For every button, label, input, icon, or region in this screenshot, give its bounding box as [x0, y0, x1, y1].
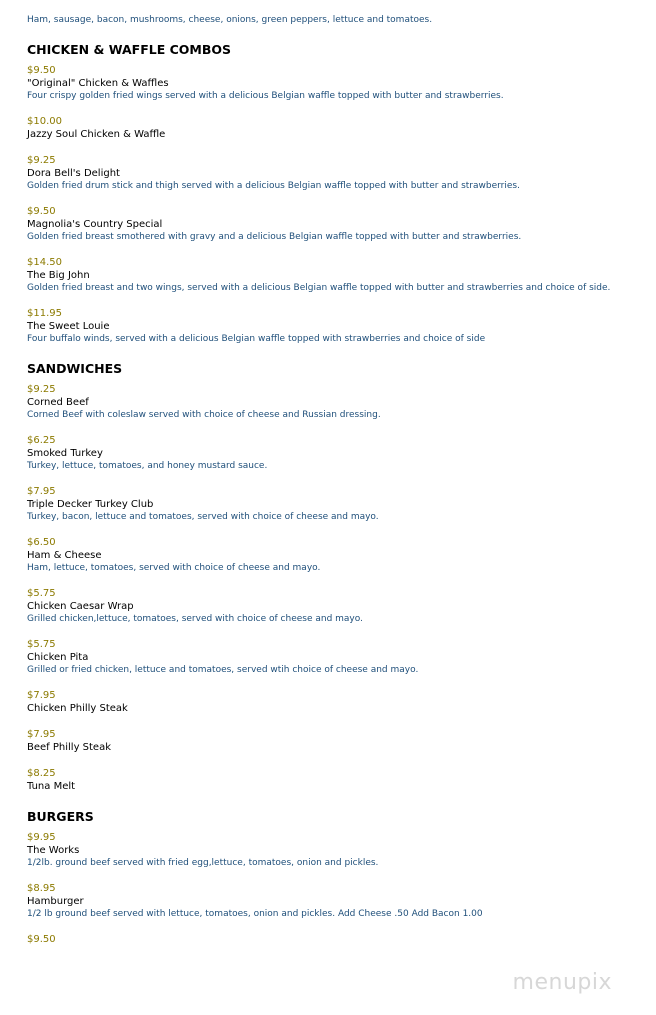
menu-item — [27, 587, 637, 625]
menupix-watermark: menupix — [512, 970, 612, 995]
item-price: $8.95 — [27, 883, 56, 894]
item-price: $6.25 — [27, 435, 56, 446]
item-name: "Original" Chicken & Waffles — [27, 78, 169, 89]
item-price: $9.25 — [27, 155, 56, 166]
item-name: Hamburger — [27, 896, 84, 907]
item-description: Grilled chicken,lettuce, tomatoes, served with choice of cheese and mayo. — [27, 614, 363, 624]
menu-item — [27, 728, 637, 754]
item-name: Chicken Caesar Wrap — [27, 601, 134, 612]
menu-item — [27, 536, 637, 574]
item-description: Golden fried drum stick and thigh served with a delicious Belgian waffle topped with butter and strawberries. — [27, 181, 520, 191]
item-description: 1/2lb. ground beef served with fried egg,lettuce, tomatoes, onion and pickles. — [27, 858, 379, 868]
item-name: Dora Bell's Delight — [27, 168, 120, 179]
item-price: $5.75 — [27, 639, 56, 650]
item-name: The Works — [27, 845, 80, 856]
menu-item — [27, 307, 637, 345]
section-title: SANDWICHES — [27, 361, 123, 376]
menu-item — [27, 256, 637, 294]
menu-item — [27, 64, 637, 102]
menu-item — [27, 485, 637, 523]
item-name: Smoked Turkey — [27, 448, 103, 459]
menu-item — [27, 933, 637, 946]
menu-item — [27, 689, 637, 715]
item-price: $7.95 — [27, 486, 56, 497]
item-price: $7.95 — [27, 690, 56, 701]
item-name: Beef Philly Steak — [27, 742, 112, 753]
menu-item — [27, 831, 637, 869]
item-description: Four crispy golden fried wings served with a delicious Belgian waffle topped with butter and strawberries. — [27, 91, 504, 101]
item-name: Tuna Melt — [27, 781, 76, 792]
menu-item — [27, 767, 637, 793]
item-description: 1/2 lb ground beef served with lettuce, tomatoes, onion and pickles. Add Cheese .50 Add Bacon 1.00 — [27, 909, 483, 919]
item-price: $7.95 — [27, 729, 56, 740]
item-price: $6.50 — [27, 537, 56, 548]
menu-item — [27, 434, 637, 472]
item-price: $14.50 — [27, 257, 62, 268]
item-price: $9.25 — [27, 384, 56, 395]
section-title: CHICKEN & WAFFLE COMBOS — [27, 42, 231, 57]
menu-sections — [27, 42, 637, 946]
menu-item — [27, 115, 637, 141]
item-description: Four buffalo winds, served with a delicious Belgian waffle topped with strawberries and choice of side — [27, 334, 486, 344]
item-name: Chicken Philly Steak — [27, 703, 128, 714]
item-name: Corned Beef — [27, 397, 89, 408]
item-price: $5.75 — [27, 588, 56, 599]
item-name: Jazzy Soul Chicken & Waffle — [27, 129, 166, 140]
item-name: The Big John — [27, 270, 90, 281]
item-price: $8.25 — [27, 768, 56, 779]
item-description: Grilled or fried chicken, lettuce and tomatoes, served wtih choice of cheese and mayo. — [27, 665, 419, 675]
section-title: BURGERS — [27, 809, 94, 824]
item-name: The Sweet Louie — [27, 321, 110, 332]
item-name: Triple Decker Turkey Club — [27, 499, 154, 510]
item-price: $9.50 — [27, 65, 56, 76]
menu-item — [27, 205, 637, 243]
item-price: $9.95 — [27, 832, 56, 843]
top-item-description: Ham, sausage, bacon, mushrooms, cheese, onions, green peppers, lettuce and tomatoes. — [27, 15, 433, 25]
item-name: Magnolia's Country Special — [27, 219, 163, 230]
item-description: Golden fried breast smothered with gravy and a delicious Belgian waffle topped with butter and strawberries. — [27, 232, 522, 242]
item-price: $11.95 — [27, 308, 62, 319]
item-description: Turkey, lettuce, tomatoes, and honey mustard sauce. — [27, 461, 268, 471]
menu-item — [27, 154, 637, 192]
item-price: $10.00 — [27, 116, 62, 127]
menu-page — [27, 0, 637, 959]
item-description: Turkey, bacon, lettuce and tomatoes, served with choice of cheese and mayo. — [27, 512, 379, 522]
item-description: Golden fried breast and two wings, served with a delicious Belgian waffle topped with butter and strawberries and choice of side. — [27, 283, 611, 293]
menu-item — [27, 383, 637, 421]
item-description: Ham, lettuce, tomatoes, served with choice of cheese and mayo. — [27, 563, 321, 573]
item-name: Chicken Pita — [27, 652, 89, 663]
menu-item — [27, 638, 637, 676]
item-name: Ham & Cheese — [27, 550, 102, 561]
item-description: Corned Beef with coleslaw served with choice of cheese and Russian dressing. — [27, 410, 381, 420]
item-price: $9.50 — [27, 206, 56, 217]
item-price: $9.50 — [27, 934, 56, 945]
menu-item — [27, 882, 637, 920]
